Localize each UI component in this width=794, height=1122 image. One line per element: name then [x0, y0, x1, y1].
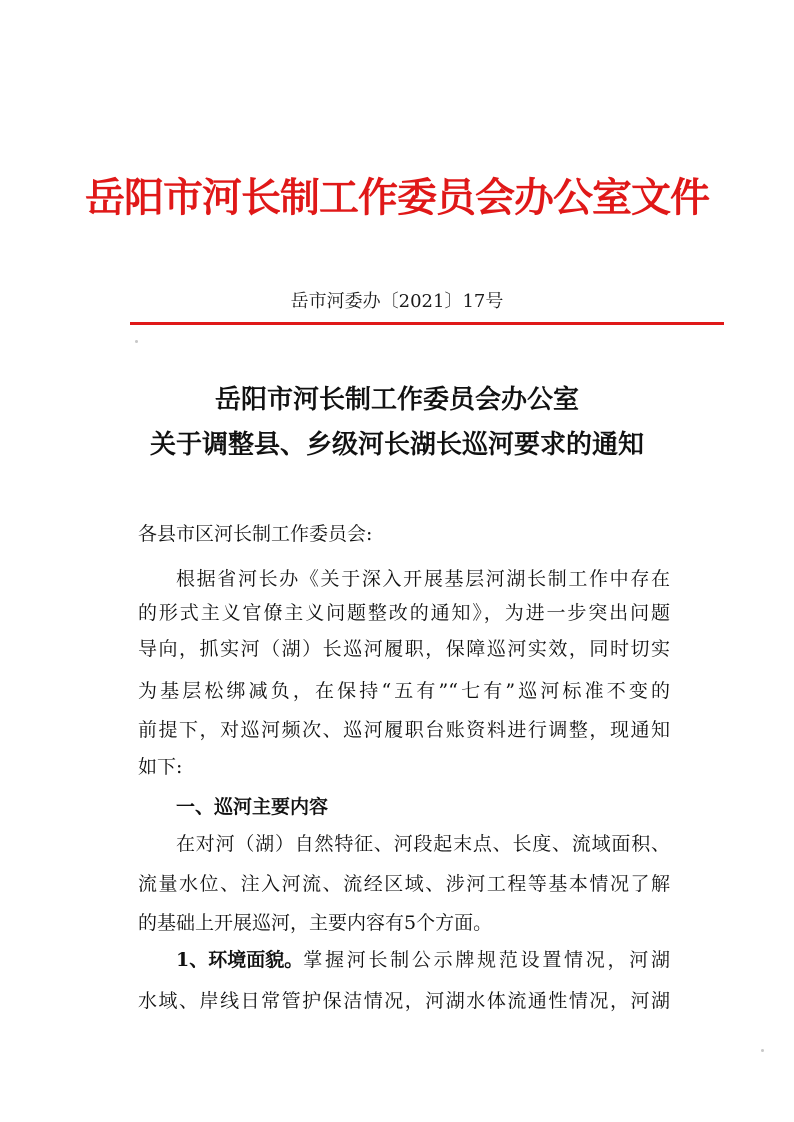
item-text: 掌握河长制公示牌规范设置情况，河湖	[303, 949, 670, 971]
paragraph-line: 的基础上开展巡河，主要内容有5个方面。	[138, 912, 493, 934]
scan-speck	[135, 340, 138, 343]
salutation: 各县市区河长制工作委员会:	[138, 523, 373, 545]
paragraph-line: 为基层松绑减负，在保持“五有”“七有”巡河标准不变的	[138, 680, 670, 702]
paragraph-line: 在对河（湖）自然特征、河段起末点、长度、流域面积、	[176, 833, 670, 855]
notice-title-line-2: 关于调整县、乡级河长湖长巡河要求的通知	[149, 430, 644, 460]
section-heading: 一、巡河主要内容	[176, 796, 329, 818]
paragraph-line: 根据省河长办《关于深入开展基层河湖长制工作中存在	[176, 568, 670, 590]
paragraph-line: 导向，抓实河（湖）长巡河履职，保障巡河实效，同时切实	[138, 638, 670, 660]
header-red-rule	[130, 322, 724, 325]
scan-speck	[761, 1049, 764, 1052]
header-title: 岳阳市河长制工作委员会办公室文件	[85, 175, 709, 221]
item-lead: 1、环境面貌。	[176, 949, 304, 971]
paragraph-line: 水域、岸线日常管护保洁情况，河湖水体流通性情况，河湖	[138, 990, 670, 1012]
document-number: 岳市河委办〔2021〕17号	[290, 291, 504, 312]
notice-title-line-1: 岳阳市河长制工作委员会办公室	[214, 385, 579, 415]
paragraph-line: 流量水位、注入河流、流经区域、涉河工程等基本情况了解	[138, 873, 670, 895]
paragraph-line: 如下:	[138, 756, 183, 778]
paragraph-line: 前提下，对巡河频次、巡河履职台账资料进行调整，现通知	[138, 719, 670, 741]
paragraph-line: 的形式主义官僚主义问题整改的通知》，为进一步突出问题	[138, 602, 670, 624]
item-line	[176, 945, 670, 972]
